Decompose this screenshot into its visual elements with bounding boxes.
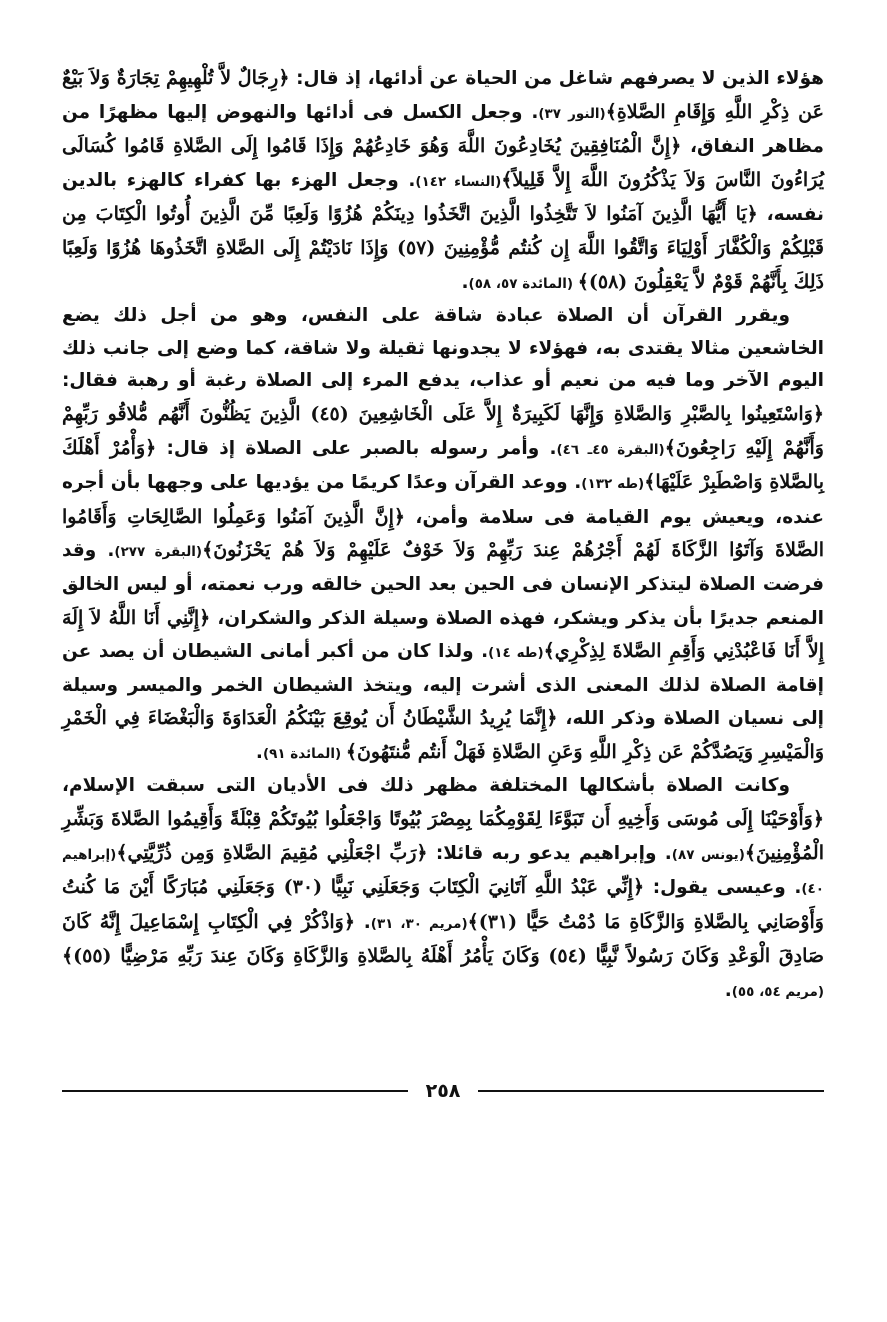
paragraph <box>62 300 824 770</box>
quran-verse: ﴿رَبِّ اجْعَلْنِي مُقِيمَ الصَّلاةِ وَمِن ذُرِّيَّتِي﴾ <box>116 841 428 864</box>
body-text-run: . <box>461 271 469 293</box>
body-text-run: . ووعد القرآن وعدًا كريمًا من يؤديها على وجهها بأن أجره عنده، ويعيش يوم القيامة فى سلامة وأمن، <box>62 472 825 528</box>
quran-verse: ﴿يَا أَيُّهَا الَّذِينَ آمَنُوا لاَ تَتَّخِذُوا الَّذِينَ اتَّخَذُوا دِينَكُمْ هُزُوًا وَلَعِبًا مِّنَ الَّذِينَ أُوتُوا الْكِتَابَ مِن قَبْلِكُمْ وَالْكُفَّارَ أَوْلِيَاءَ وَاتَّقُوا اللَّهَ إِن كُنتُم مُّؤْمِنِينَ (٥٧) وَإِذَا نَادَيْتُمْ إِلَى الصَّلاةِ اتَّخَذُوهَا هُزُوًا وَلَعِبًا ذَلِكَ بِأَنَّهُمْ قَوْمٌ لاَّ يَعْقِلُونَ (٥٨)﴾ <box>62 203 824 293</box>
body-text-run: . وقد فرضت الصلاة ليتذكر الإنسان فى الحين بعد الحين خالقه ورب نعمته، أو ليس الخالق المنعم جديرًا بأن يذكر ويشكر، فهذه الصلاة وسيلة الذكر والشكران، <box>62 540 824 629</box>
verse-reference: (النور ٣٧) <box>538 105 606 122</box>
verse-reference: (مريم ٥٤، ٥٥) <box>731 984 824 1001</box>
page-number: ٢٥٨ <box>425 1080 461 1102</box>
quran-verse: ﴿وَأَوْحَيْنَا إِلَى مُوسَى وَأَخِيهِ أَن تَبَوَّءَا لِقَوْمِكُمَا بِمِصْرَ بُيُوتًا وَاجْعَلُوا بُيُوتَكُمْ قِبْلَةً وَأَقِيمُوا الصَّلاةَ وَبَشِّرِ الْمُؤْمِنِينَ﴾ <box>62 808 824 864</box>
body-text-run: . <box>355 911 371 933</box>
verse-reference: (طه ١٤) <box>488 645 544 662</box>
paragraph <box>62 770 824 1008</box>
verse-reference: (البقرة ٢٧٧) <box>114 544 203 561</box>
body-text-run: . ولذا كان من أكبر أمانى الشيطان أن يصد عن إقامة الصلاة لذلك المعنى الذى أشرت إليه، ويتخذ الشيطان الخمر والميسر وسيلة إلى نسيان الصلاة وذكر الله، <box>62 641 824 730</box>
verse-reference: (المائدة ٥٧، ٥٨) <box>468 275 578 292</box>
verse-reference: (طه ١٣٢) <box>581 476 645 493</box>
verse-reference: (المائدة ٩١) <box>262 745 346 762</box>
paragraph <box>62 62 824 300</box>
body-text-run: . وجعل الكسل فى أدائها والنهوض إليها مظهرًا من مظاهر النفاق، <box>62 101 824 158</box>
body-text-run: . وإبراهيم يدعو ربه قائلا: <box>427 842 672 864</box>
footer-rule-right <box>478 1090 824 1092</box>
verse-reference: (مريم ٣٠، ٣١) <box>370 915 468 932</box>
body-text-run: . <box>724 980 732 1002</box>
body-text <box>62 62 824 1009</box>
body-text-run: . <box>255 741 263 763</box>
body-text-run: . وجعل الهزء بها كفراء كالهزء بالدين نفسه، <box>62 169 824 226</box>
quran-verse: ﴿وَاسْتَعِينُوا بِالصَّبْرِ وَالصَّلاةِ وَإِنَّهَا لَكَبِيرَةٌ إِلاَّ عَلَى الْخَاشِعِينَ (٤٥) الَّذِينَ يَظُنُّونَ أَنَّهُم مُّلاقُو رَبِّهِمْ وَأَنَّهُمْ إِلَيْهِ رَاجِعُونَ﴾ <box>62 402 824 459</box>
body-text-run: . وعيسى يقول: <box>644 877 802 899</box>
body-text-run: . وأمر رسوله بالصبر على الصلاة إذ قال: <box>156 437 557 459</box>
verse-reference: (يونس ٨٧) <box>671 846 745 863</box>
quran-verse: ﴿إِنَّ الْمُنَافِقِينَ يُخَادِعُونَ اللَّهَ وَهُوَ خَادِعُهُمْ وَإِذَا قَامُوا إِلَى الصَّلاةِ قَامُوا كُسَالَى يُرَاءُونَ النَّاسَ وَلاَ يَذْكُرُونَ اللَّهَ إِلاَّ قَلِيلاً﴾ <box>62 135 824 191</box>
verse-reference: (إبراهيم ٤٠) <box>62 846 825 898</box>
body-text-run: ويقرر القرآن أن الصلاة عبادة شاقة على النفس، وهو من أجل ذلك يضع الخاشعين مثالا يقتدى به، فهؤلاء لا يجدونها ثقيلة ولا شاقة، كما وضع إلى جانب ذلك اليوم الآخر وما فيه من نعيم أو عذاب، يدفع المرء إلى الصلاة رغبة أو رهبة فقال: <box>62 305 824 392</box>
footer-rule-left <box>62 1090 408 1092</box>
page-footer <box>62 1071 824 1111</box>
body-text-run: هؤلاء الذين لا يصرفهم شاغل من الحياة عن أدائها، إذ قال: <box>289 68 824 89</box>
body-text-run: وكانت الصلاة بأشكالها المختلفة مظهر ذلك فى الأديان التى سبقت الإسلام، <box>62 775 790 797</box>
quran-verse: ﴿إِنَّ الَّذِينَ آمَنُوا وَعَمِلُوا الصَّالِحَاتِ وَأَقَامُوا الصَّلاةَ وَآتَوُا الزَّكَاةَ لَهُمْ أَجْرُهُمْ عِندَ رَبِّهِمْ وَلاَ خَوْفٌ عَلَيْهِمْ وَلاَ هُمْ يَحْزَنُونَ﴾ <box>62 505 824 562</box>
quran-verse: ﴿رِجَالٌ لاَّ تُلْهِيهِمْ تِجَارَةٌ وَلاَ بَيْعٌ عَن ذِكْرِ اللَّهِ وَإِقَامِ الصَّلاةِ﴾ <box>62 67 824 123</box>
book-page <box>62 62 824 1302</box>
quran-verse: ﴿وَاذْكُرْ فِي الْكِتَابِ إِسْمَاعِيلَ إِنَّهُ كَانَ صَادِقَ الْوَعْدِ وَكَانَ رَسُولاً نَّبِيًّا (٥٤) وَكَانَ يَأْمُرُ أَهْلَهُ بِالصَّلاةِ وَالزَّكَاةِ وَكَانَ عِندَ رَبِّهِ مَرْضِيًّا (٥٥)﴾ <box>62 910 824 968</box>
quran-verse: ﴿وَأْمُرْ أَهْلَكَ بِالصَّلاةِ وَاصْطَبِرْ عَلَيْهَا﴾ <box>62 436 824 494</box>
quran-verse: ﴿إِنَّنِي أَنَا اللَّهُ لاَ إِلَهَ إِلاَّ أَنَا فَاعْبُدْنِي وَأَقِمِ الصَّلاةَ لِذِكْرِي﴾ <box>62 606 824 663</box>
quran-verse: ﴿إِنِّي عَبْدُ اللَّهِ آتَانِيَ الْكِتَابَ وَجَعَلَنِي نَبِيًّا (٣٠) وَجَعَلَنِي مُبَارَكًا أَيْنَ مَا كُنتُ وَأَوْصَانِي بِالصَّلاةِ وَالزَّكَاةِ مَا دُمْتُ حَيًّا (٣١)﴾ <box>62 876 824 933</box>
quran-verse: ﴿إِنَّمَا يُرِيدُ الشَّيْطَانُ أَن يُوقِعَ بَيْنَكُمُ الْعَدَاوَةَ وَالْبَغْضَاءَ فِي الْخَمْرِ وَالْمَيْسِرِ وَيَصُدَّكُمْ عَن ذِكْرِ اللَّهِ وَعَنِ الصَّلاةِ فَهَلْ أَنتُم مُّنتَهُونَ﴾ <box>62 707 824 763</box>
verse-reference: (النساء ١٤٢) <box>415 173 502 190</box>
verse-reference: (البقرة ٤٥ـ ٤٦) <box>556 441 665 458</box>
